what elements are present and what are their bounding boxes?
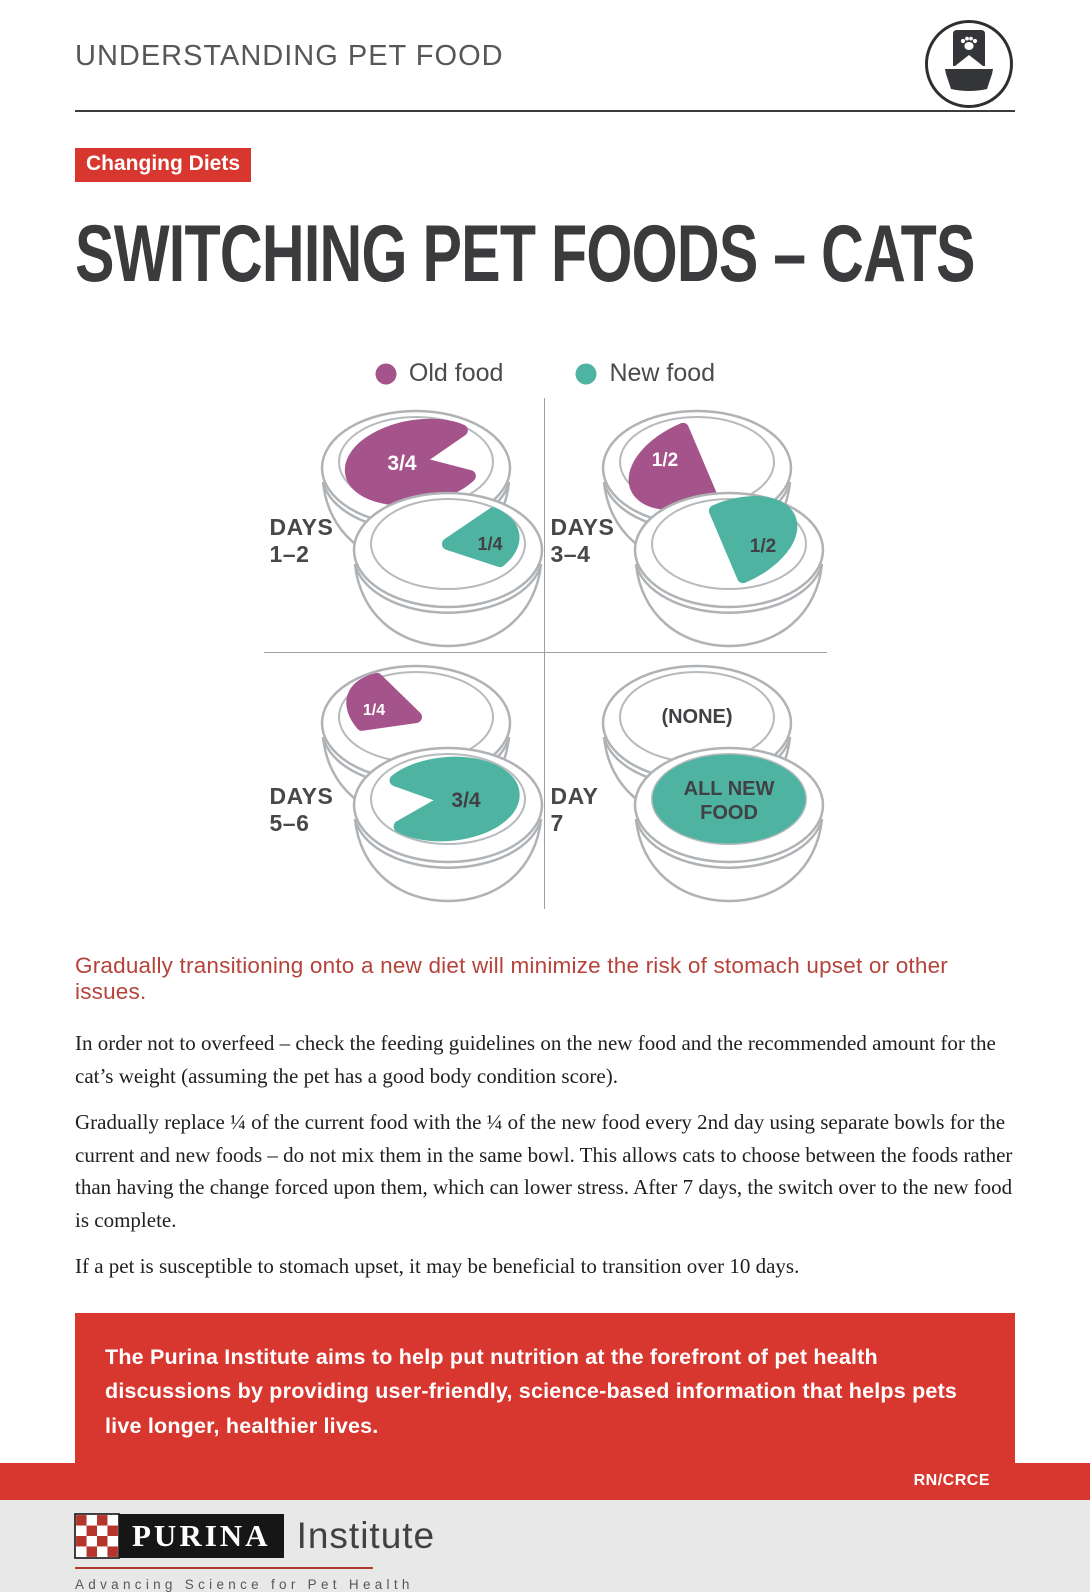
svg-text:1/2: 1/2	[651, 450, 678, 471]
purina-institute-banner: The Purina Institute aims to help put nutrition at the forefront of pet health discussions by providing user-friendly, science-based information that helps pets live longer, healthier lives.	[75, 1313, 1015, 1470]
old-food-dot-icon	[375, 363, 397, 385]
svg-text:3/4: 3/4	[386, 452, 417, 475]
quadrant-days-3-4	[545, 398, 827, 653]
purina-institute-logo	[75, 1514, 1015, 1592]
quadrant-label: DAY 7	[550, 783, 599, 837]
transition-diagram	[264, 398, 827, 909]
header-title: UNDERSTANDING PET FOOD	[75, 40, 504, 72]
quadrant-label: DAYS 3–4	[550, 514, 615, 568]
page-title: SWITCHING PET FOODS – CATS	[75, 209, 975, 299]
logo-row	[75, 1514, 1015, 1558]
svg-text:1/2: 1/2	[749, 536, 776, 557]
svg-text:1/4: 1/4	[476, 534, 503, 554]
svg-text:3/4: 3/4	[450, 789, 481, 812]
legend-item-new-food	[575, 359, 715, 388]
purina-checkerboard-icon	[75, 1514, 119, 1558]
institute-wordmark: Institute	[296, 1515, 436, 1556]
legend-label-new: New food	[609, 359, 716, 387]
footer-bar	[0, 1463, 1090, 1500]
page-header	[0, 0, 1090, 110]
bowls-days-1-2	[264, 398, 545, 653]
quadrant-label: DAYS 5–6	[269, 783, 334, 837]
logo-divider	[75, 1567, 373, 1569]
new-food-bowl-full	[635, 748, 823, 901]
bowls-days-5-6	[264, 653, 545, 909]
logo-tagline: Advancing Science for Pet Health	[75, 1577, 414, 1592]
quadrant-label: DAYS 1–2	[269, 514, 334, 568]
quadrant-day-7	[545, 653, 827, 909]
quadrant-days-1-2	[264, 398, 545, 653]
new-food-dot-icon	[575, 363, 597, 385]
paragraph-overfeed: In order not to overfeed – check the feeding guidelines on the new food and the recommended amount for the cat’s weight (assuming the pet has a good body condition score).	[75, 1031, 996, 1088]
new-food-bowl	[354, 748, 542, 901]
bowls-day-7	[545, 653, 826, 909]
highlight-sentence: Gradually transitioning onto a new diet will minimize the risk of stomach upset or other issues.	[75, 953, 948, 1004]
legend	[0, 359, 1090, 388]
footer-code: RN/CRCE	[913, 1472, 990, 1489]
quadrant-days-5-6	[264, 653, 545, 909]
header-divider	[75, 110, 1015, 112]
new-food-bowl	[635, 485, 823, 646]
section-badge: Changing Diets	[75, 148, 251, 182]
legend-label-old: Old food	[408, 359, 504, 387]
legend-item-old-food	[375, 359, 504, 388]
svg-text:1/4: 1/4	[362, 702, 385, 719]
purina-wordmark: PURINA	[119, 1514, 284, 1558]
svg-text:(NONE): (NONE)	[660, 706, 733, 728]
new-food-bowl	[354, 493, 542, 646]
paragraph-replace: Gradually replace ¼ of the current food with the ¼ of the new food every 2nd day using separate bowls for the current and new foods – do not mix them in the same bowl. This allows cats to choose between the foods rather than having the change forced upon them, which can lower stress. After 7 days, the switch over to the new food is complete.	[75, 1110, 1013, 1232]
body-copy	[75, 1027, 1015, 1283]
bowls-days-3-4	[545, 398, 826, 653]
svg-text:FOOD: FOOD	[699, 802, 758, 824]
svg-text:ALL NEW: ALL NEW	[683, 778, 774, 800]
paragraph-susceptible: If a pet is susceptible to stomach upset, it may be beneficial to transition over 10 days.	[75, 1254, 800, 1279]
pet-food-bag-and-bowl-icon	[923, 18, 1015, 110]
